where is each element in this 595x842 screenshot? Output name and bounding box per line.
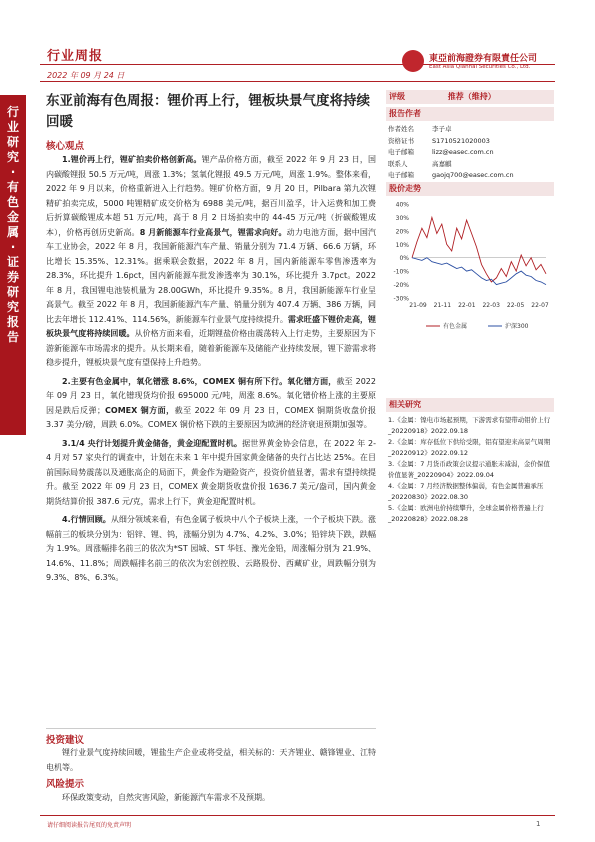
analyst-row: 作者姓名 李子卓 — [388, 125, 452, 133]
section-divider — [46, 728, 376, 729]
report-type: 行业周报 — [47, 49, 104, 64]
related-item[interactable]: 4.《金属：7 月经济数据整体偏弱，有色金属普遍承压_20220830》2022.08.30 — [388, 482, 544, 501]
y-tick-label: 0% — [399, 255, 409, 263]
y-tick-label: -20% — [393, 282, 409, 290]
x-tick-label: 22-01 — [458, 302, 476, 309]
rating-row — [386, 90, 554, 104]
related-block — [386, 398, 554, 528]
rating-label: 评级 — [389, 92, 405, 101]
logo-mark-icon — [402, 50, 424, 72]
x-tick-label: 21-09 — [409, 302, 427, 309]
paragraph-1-lead: 1.锂价再上行，锂矿拍卖价格创新高。 — [62, 155, 202, 164]
paragraph-4-text: 从细分领域来看，有色金属子板块中八个子板块上涨，一个子板块下跌。涨幅前三的板块分别为：铝锌、锂、钨，涨幅分别为 4.7%、4.2%、3.0%；铅锌块下跌，跌幅为 1.9%。周涨幅排名前三的依次为*ST 园城、ST 华钰、豫光金铅，周涨幅分别为 21.9%、14.6%、11.8%；周跌幅排名前三的依次为宏创控股、云路股份、西藏矿业，周跌幅分别为 9.3%、8%、6.3%。 — [46, 515, 376, 582]
x-tick-label: 21-11 — [433, 302, 452, 309]
paragraph-2-text: 截至 2022 年 09 月 23 日，氧化镨现货均价报 695000 元/吨，周涨 8.6%。氧化镨价格上涨的主要原因是跌后反弹； — [46, 376, 376, 415]
investment-text: 锂行业景气度持续回暖，锂盐生产企业或将受益，相关标的：天齐锂业、赣锋锂业、江特电机等。 — [46, 748, 376, 772]
paragraph-1 — [46, 153, 376, 371]
paragraph-1-text2: 动力电池方面，据中国汽车工业协会，2022 年 8 月，我国新能源汽车产量、销量分别为 71.4 万辆、66.6 万辆，环比增长 15.35%、12.31%。据乘联会数据，2022 年 8 月，国内新能源车零售渗透率为 28.3%，环比提升 1.6pct，国内新能源车批发渗透率为 30.1%，环比提升 3.7pct。2022 年 8 月，我国锂电池装机量为 28.00GWh，环比提升 9.35%。8 月，我国新能源车行业呈高景气。截至 2022 年 8 月，我国新能源汽车产量、销量分别为 407.4 万辆、386 万辆，同比去年增长 112.41%、114.56%，新能源车行业景气度持续提升。 — [46, 227, 377, 324]
company-logo — [402, 50, 552, 76]
price-chart-heading: 股价走势 — [386, 182, 554, 196]
y-tick-label: 10% — [395, 241, 409, 249]
header-divider-bottom — [40, 81, 555, 82]
y-tick-label: 40% — [395, 201, 409, 209]
risk-text: 环保政策变动，自然灾害风险，新能源汽车需求不及预期。 — [62, 793, 270, 802]
disclaimer-note: 请仔细阅读报告尾页的免责声明 — [47, 822, 132, 829]
company-name-cn: 東亞前海證券有限責任公司 — [429, 54, 538, 64]
series-line-2 — [412, 258, 546, 285]
paragraph-2-text2: 截至 2022 年 09 月 23 日，COMEX 铜期货收盘价报 3.37 美分/磅，周跌 6.0%。COMEX 铜价格下跌的主要原因为欧洲的经济衰退预期加强等。 — [46, 405, 377, 429]
risk-body — [46, 791, 376, 806]
price-chart-block — [386, 182, 554, 338]
company-name-en: East Asia Qianhai Securities Co., Ltd. — [429, 64, 531, 70]
paragraph-2 — [46, 375, 376, 433]
price-chart — [386, 198, 554, 338]
legend-label: 沪深300 — [505, 323, 529, 330]
paragraph-2-lead2: COMEX 铜方面， — [105, 405, 175, 415]
page-number: 1 — [536, 820, 541, 828]
x-tick-label: 22-03 — [482, 302, 500, 309]
paragraph-1-text3: 从价格方面来看，近期锂盐价格由震荡转入上行走势，主要原因为下游新能源车市场需求的提升。从长期来看，随着新能源车及储能产业持续发展，锂下游需求将稳步提升，锂板块景气度有望保持上升趋势。 — [46, 329, 377, 367]
x-tick-label: 22-07 — [531, 302, 549, 309]
related-item[interactable]: 3.《金属：7 月货币政策会议提示通胀末减弱，金价保值价值显著_20220904》2022.09.04 — [388, 460, 550, 479]
x-tick-label: 22-05 — [506, 302, 525, 309]
investment-body — [46, 746, 376, 775]
investment-heading: 投资建议 — [46, 735, 85, 746]
rating-bar — [386, 90, 554, 104]
report-date: 2022 年 09 月 24 日 — [47, 71, 125, 80]
y-tick-label: -30% — [393, 295, 409, 303]
report-title: 东亚前海有色周报：锂价再上行，锂板块景气度将持续回暖 — [46, 93, 370, 130]
paragraph-1-text: 锂产品价格方面，截至 2022 年 9 月 23 日，国内碳酸锂报 50.5 万元/吨，周涨 1.3%；氢氧化锂报 49.5 万元/吨，周涨 1.9%。整体来看，2022 年 9 月以来，价格重新进入上行趋势。锂矿价格方面，9 月 20 日，Pilbara 第九次锂精矿拍卖完成，5000 吨锂精矿成交价格为 6988 美元/吨，据百川盈孚，计入运费和加工费后折算碳酸锂成本超 51 万元/吨，高于 8 月 2 日场拍卖中的 44-45 万元/吨（折碳酸锂成本），价格再创历史新高。 — [46, 155, 376, 237]
core-view-body — [46, 153, 376, 586]
paragraph-2-lead: 2.主要有色金属中，氧化镨涨 8.6%，COMEX 铜有所下行。氧化镨方面， — [62, 376, 337, 386]
side-banner-text: 行业研究·有色金属·证券研究报告 — [6, 105, 19, 344]
related-item[interactable]: 1.《金属：镍电市场起预期，下游需求有望带动钼价上行_20220918》2022.09.18 — [388, 416, 551, 435]
analyst-row: 电子邮箱 gaojq700@easec.com.cn — [388, 171, 514, 179]
analyst-block — [386, 107, 554, 185]
related-item[interactable]: 5.《金属：欧洲电价持续攀升，全球金属价格普遍上行_20220828》2022.08.28 — [388, 504, 544, 523]
side-banner — [0, 95, 26, 435]
analyst-row: 联系人 高嘉麒 — [388, 159, 452, 168]
y-tick-label: 20% — [395, 228, 409, 236]
paragraph-4 — [46, 513, 376, 586]
y-tick-label: -10% — [393, 268, 409, 276]
paragraph-4-lead: 4.行情回顾。 — [62, 515, 111, 524]
paragraph-3-lead: 3.1/4 央行计划提升黄金储备，黄金迎配置时机。 — [62, 438, 243, 448]
paragraph-3-text: 据世界黄金协会信息，在 2022 年 2-4 月对 57 家央行的调查中，计划在未来 1 年中提升国家黄金储备的央行占比达 25%。在目前国际局势震荡以及通胀高企的局面下，黄金作为避险资产，投资价值显著，需求有望持续提升。截至 2022 年 09 月 23 日，COMEX 黄金期货收盘价报 1636.7 美元/盎司，国内黄金期货结算价报 387.6 元/克，需求上行下，黄金迎配置时机。 — [46, 438, 376, 506]
related-item[interactable]: 2.《金属：库存低位下供给受限，铝有望迎来高景气周期_20220912》2022.09.12 — [388, 438, 551, 457]
analyst-info — [386, 121, 554, 185]
paragraph-3 — [46, 437, 376, 510]
paragraph-1-lead3: 需求旺盛下锂价走高，锂板块景气度将持续回暖。 — [46, 314, 376, 338]
risk-heading: 风险提示 — [46, 779, 85, 790]
analyst-heading: 报告作者 — [386, 107, 554, 121]
series-line-1 — [412, 217, 546, 282]
footer-divider — [40, 815, 555, 816]
y-tick-label: 30% — [395, 214, 409, 222]
legend-label: 有色金属 — [443, 323, 468, 330]
related-list — [386, 412, 554, 528]
rating-value: 推荐（维持） — [447, 92, 496, 101]
analyst-row: 资格证书 S1710521020003 — [388, 136, 490, 145]
related-heading: 相关研究 — [386, 398, 554, 412]
paragraph-1-lead2: 8 月新能源车行业高景气，锂需求向好。 — [139, 227, 287, 237]
core-view-heading: 核心观点 — [46, 141, 85, 152]
analyst-row: 电子邮箱 lizz@easec.com.cn — [388, 148, 494, 156]
